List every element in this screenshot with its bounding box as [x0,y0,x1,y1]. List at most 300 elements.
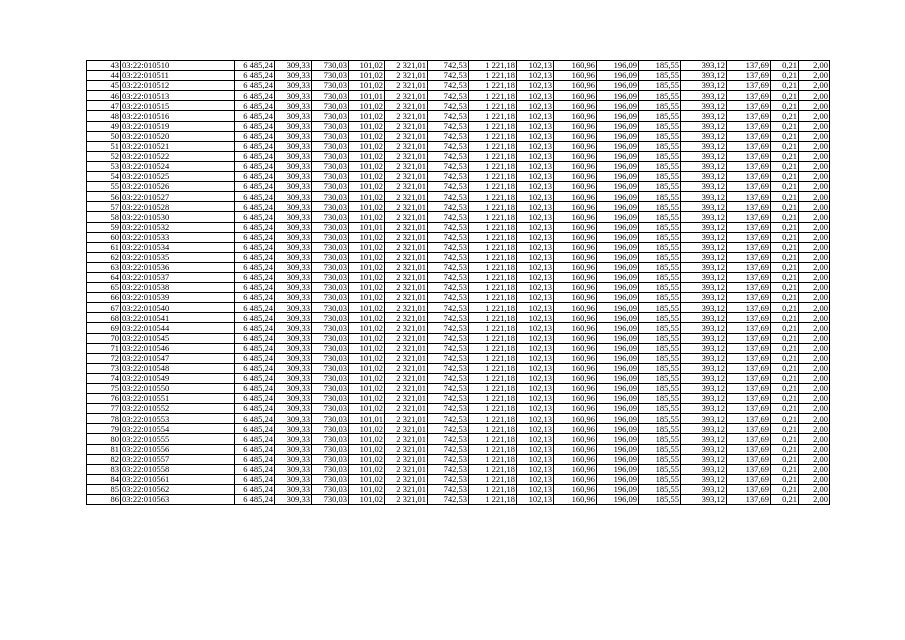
value-cell-11: 196,09 [597,434,639,444]
value-cell-5: 101,02 [349,192,385,202]
value-cell-13: 393,12 [681,61,727,71]
value-cell-10: 160,96 [554,464,597,474]
value-cell-16: 2,00 [799,293,830,303]
value-cell-6: 2 321,01 [385,424,428,434]
value-cell-12: 185,55 [639,172,681,182]
value-cell-9: 102,13 [517,131,554,141]
value-cell-15: 0,21 [771,161,799,171]
value-cell-5: 101,02 [349,424,385,434]
value-cell-9: 102,13 [517,424,554,434]
value-cell-8: 1 221,18 [469,353,517,363]
value-cell-13: 393,12 [681,111,727,121]
value-cell-4: 730,03 [312,262,349,272]
row-number-cell: 73 [87,363,121,373]
value-cell-12: 185,55 [639,474,681,484]
value-cell-15: 0,21 [771,61,799,71]
timestamp-cell: 03:22:010510 [121,61,235,71]
value-cell-3: 309,33 [275,151,312,161]
value-cell-4: 730,03 [312,61,349,71]
value-cell-14: 137,69 [727,333,771,343]
value-cell-11: 196,09 [597,424,639,434]
value-cell-9: 102,13 [517,242,554,252]
value-cell-5: 101,02 [349,434,385,444]
value-cell-7: 742,53 [428,313,469,323]
value-cell-10: 160,96 [554,353,597,363]
value-cell-5: 101,02 [349,293,385,303]
value-cell-12: 185,55 [639,303,681,313]
value-cell-10: 160,96 [554,384,597,394]
value-cell-3: 309,33 [275,394,312,404]
value-cell-5: 101,02 [349,252,385,262]
value-cell-14: 137,69 [727,232,771,242]
value-cell-9: 102,13 [517,262,554,272]
value-cell-7: 742,53 [428,272,469,282]
timestamp-cell: 03:22:010521 [121,141,235,151]
value-cell-14: 137,69 [727,313,771,323]
value-cell-13: 393,12 [681,172,727,182]
value-cell-3: 309,33 [275,101,312,111]
table-row [87,81,830,91]
row-number-cell: 43 [87,61,121,71]
value-cell-11: 196,09 [597,303,639,313]
value-cell-13: 393,12 [681,71,727,81]
value-cell-10: 160,96 [554,141,597,151]
value-cell-2: 6 485,24 [235,242,275,252]
row-number-cell: 66 [87,293,121,303]
row-number-cell: 53 [87,161,121,171]
value-cell-14: 137,69 [727,182,771,192]
value-cell-3: 309,33 [275,484,312,494]
table-row [87,474,830,484]
value-cell-11: 196,09 [597,91,639,101]
value-cell-11: 196,09 [597,61,639,71]
value-cell-13: 393,12 [681,495,727,505]
value-cell-2: 6 485,24 [235,101,275,111]
value-cell-5: 101,02 [349,161,385,171]
table-row [87,434,830,444]
value-cell-5: 101,02 [349,384,385,394]
value-cell-3: 309,33 [275,333,312,343]
value-cell-9: 102,13 [517,293,554,303]
value-cell-6: 2 321,01 [385,61,428,71]
table-row [87,293,830,303]
value-cell-7: 742,53 [428,212,469,222]
value-cell-15: 0,21 [771,474,799,484]
value-cell-5: 101,02 [349,182,385,192]
value-cell-12: 185,55 [639,353,681,363]
value-cell-16: 2,00 [799,424,830,434]
value-cell-13: 393,12 [681,202,727,212]
value-cell-11: 196,09 [597,454,639,464]
value-cell-16: 2,00 [799,444,830,454]
value-cell-2: 6 485,24 [235,303,275,313]
value-cell-12: 185,55 [639,404,681,414]
value-cell-15: 0,21 [771,222,799,232]
value-cell-4: 730,03 [312,242,349,252]
value-cell-4: 730,03 [312,313,349,323]
value-cell-12: 185,55 [639,414,681,424]
value-cell-6: 2 321,01 [385,384,428,394]
value-cell-11: 196,09 [597,343,639,353]
value-cell-2: 6 485,24 [235,313,275,323]
value-cell-12: 185,55 [639,202,681,212]
value-cell-10: 160,96 [554,323,597,333]
value-cell-6: 2 321,01 [385,484,428,494]
value-cell-12: 185,55 [639,343,681,353]
value-cell-4: 730,03 [312,333,349,343]
value-cell-13: 393,12 [681,484,727,494]
value-cell-15: 0,21 [771,172,799,182]
value-cell-7: 742,53 [428,81,469,91]
timestamp-cell: 03:22:010513 [121,91,235,101]
value-cell-7: 742,53 [428,242,469,252]
value-cell-10: 160,96 [554,212,597,222]
value-cell-8: 1 221,18 [469,222,517,232]
table-row [87,464,830,474]
value-cell-9: 102,13 [517,212,554,222]
value-cell-8: 1 221,18 [469,474,517,484]
value-cell-6: 2 321,01 [385,454,428,464]
value-cell-14: 137,69 [727,414,771,424]
timestamp-cell: 03:22:010511 [121,71,235,81]
timestamp-cell: 03:22:010530 [121,212,235,222]
value-cell-9: 102,13 [517,333,554,343]
value-cell-2: 6 485,24 [235,424,275,434]
timestamp-cell: 03:22:010533 [121,232,235,242]
value-cell-9: 102,13 [517,283,554,293]
row-number-cell: 61 [87,242,121,252]
value-cell-5: 101,02 [349,61,385,71]
value-cell-14: 137,69 [727,474,771,484]
value-cell-14: 137,69 [727,373,771,383]
value-cell-4: 730,03 [312,353,349,363]
value-cell-16: 2,00 [799,232,830,242]
value-cell-4: 730,03 [312,424,349,434]
value-cell-16: 2,00 [799,394,830,404]
table-row [87,283,830,293]
row-number-cell: 65 [87,283,121,293]
value-cell-6: 2 321,01 [385,141,428,151]
value-cell-6: 2 321,01 [385,131,428,141]
row-number-cell: 45 [87,81,121,91]
value-cell-10: 160,96 [554,61,597,71]
value-cell-15: 0,21 [771,252,799,262]
value-cell-7: 742,53 [428,222,469,232]
value-cell-3: 309,33 [275,424,312,434]
value-cell-3: 309,33 [275,192,312,202]
value-cell-3: 309,33 [275,313,312,323]
value-cell-15: 0,21 [771,353,799,363]
table-row [87,151,830,161]
data-table [86,60,830,505]
value-cell-10: 160,96 [554,182,597,192]
value-cell-5: 101,02 [349,172,385,182]
value-cell-8: 1 221,18 [469,182,517,192]
value-cell-6: 2 321,01 [385,232,428,242]
value-cell-5: 101,02 [349,131,385,141]
value-cell-9: 102,13 [517,101,554,111]
value-cell-2: 6 485,24 [235,252,275,262]
value-cell-9: 102,13 [517,394,554,404]
value-cell-14: 137,69 [727,161,771,171]
value-cell-2: 6 485,24 [235,192,275,202]
value-cell-7: 742,53 [428,101,469,111]
value-cell-5: 101,01 [349,222,385,232]
value-cell-16: 2,00 [799,454,830,464]
value-cell-16: 2,00 [799,414,830,424]
value-cell-13: 393,12 [681,232,727,242]
value-cell-14: 137,69 [727,111,771,121]
value-cell-8: 1 221,18 [469,394,517,404]
value-cell-14: 137,69 [727,172,771,182]
timestamp-cell: 03:22:010522 [121,151,235,161]
timestamp-cell: 03:22:010520 [121,131,235,141]
value-cell-8: 1 221,18 [469,293,517,303]
value-cell-14: 137,69 [727,242,771,252]
value-cell-4: 730,03 [312,151,349,161]
value-cell-2: 6 485,24 [235,161,275,171]
value-cell-2: 6 485,24 [235,373,275,383]
timestamp-cell: 03:22:010527 [121,192,235,202]
value-cell-14: 137,69 [727,484,771,494]
value-cell-15: 0,21 [771,272,799,282]
value-cell-2: 6 485,24 [235,111,275,121]
value-cell-8: 1 221,18 [469,161,517,171]
table-row [87,71,830,81]
value-cell-11: 196,09 [597,111,639,121]
timestamp-cell: 03:22:010563 [121,495,235,505]
row-number-cell: 76 [87,394,121,404]
value-cell-15: 0,21 [771,373,799,383]
value-cell-16: 2,00 [799,474,830,484]
table-row [87,363,830,373]
value-cell-9: 102,13 [517,161,554,171]
timestamp-cell: 03:22:010519 [121,121,235,131]
value-cell-13: 393,12 [681,293,727,303]
timestamp-cell: 03:22:010534 [121,242,235,252]
timestamp-cell: 03:22:010540 [121,303,235,313]
value-cell-10: 160,96 [554,474,597,484]
value-cell-6: 2 321,01 [385,414,428,424]
value-cell-9: 102,13 [517,414,554,424]
value-cell-7: 742,53 [428,323,469,333]
value-cell-12: 185,55 [639,182,681,192]
value-cell-4: 730,03 [312,343,349,353]
value-cell-4: 730,03 [312,172,349,182]
value-cell-15: 0,21 [771,232,799,242]
value-cell-15: 0,21 [771,333,799,343]
row-number-cell: 78 [87,414,121,424]
value-cell-16: 2,00 [799,323,830,333]
value-cell-14: 137,69 [727,384,771,394]
table-row [87,192,830,202]
value-cell-5: 101,02 [349,353,385,363]
table-row [87,111,830,121]
value-cell-9: 102,13 [517,373,554,383]
value-cell-13: 393,12 [681,212,727,222]
value-cell-3: 309,33 [275,91,312,101]
table-row [87,404,830,414]
value-cell-12: 185,55 [639,161,681,171]
value-cell-2: 6 485,24 [235,202,275,212]
table-row [87,394,830,404]
value-cell-9: 102,13 [517,323,554,333]
timestamp-cell: 03:22:010546 [121,343,235,353]
value-cell-14: 137,69 [727,343,771,353]
value-cell-8: 1 221,18 [469,333,517,343]
value-cell-16: 2,00 [799,222,830,232]
value-cell-5: 101,02 [349,71,385,81]
value-cell-8: 1 221,18 [469,131,517,141]
value-cell-8: 1 221,18 [469,252,517,262]
value-cell-12: 185,55 [639,101,681,111]
value-cell-9: 102,13 [517,474,554,484]
value-cell-7: 742,53 [428,474,469,484]
value-cell-3: 309,33 [275,363,312,373]
value-cell-2: 6 485,24 [235,172,275,182]
value-cell-16: 2,00 [799,283,830,293]
value-cell-5: 101,02 [349,474,385,484]
value-cell-5: 101,02 [349,262,385,272]
value-cell-15: 0,21 [771,283,799,293]
value-cell-12: 185,55 [639,61,681,71]
timestamp-cell: 03:22:010512 [121,81,235,91]
value-cell-13: 393,12 [681,222,727,232]
timestamp-cell: 03:22:010558 [121,464,235,474]
value-cell-13: 393,12 [681,81,727,91]
value-cell-10: 160,96 [554,414,597,424]
value-cell-4: 730,03 [312,182,349,192]
value-cell-13: 393,12 [681,252,727,262]
table-row [87,262,830,272]
value-cell-12: 185,55 [639,141,681,151]
value-cell-4: 730,03 [312,323,349,333]
value-cell-3: 309,33 [275,111,312,121]
row-number-cell: 86 [87,495,121,505]
value-cell-3: 309,33 [275,404,312,414]
value-cell-15: 0,21 [771,363,799,373]
value-cell-15: 0,21 [771,101,799,111]
value-cell-14: 137,69 [727,81,771,91]
value-cell-4: 730,03 [312,91,349,101]
timestamp-cell: 03:22:010554 [121,424,235,434]
value-cell-8: 1 221,18 [469,454,517,464]
row-number-cell: 84 [87,474,121,484]
value-cell-10: 160,96 [554,101,597,111]
value-cell-14: 137,69 [727,91,771,101]
value-cell-11: 196,09 [597,444,639,454]
value-cell-4: 730,03 [312,484,349,494]
value-cell-5: 101,02 [349,343,385,353]
value-cell-16: 2,00 [799,161,830,171]
value-cell-4: 730,03 [312,384,349,394]
value-cell-2: 6 485,24 [235,454,275,464]
value-cell-3: 309,33 [275,495,312,505]
value-cell-15: 0,21 [771,343,799,353]
value-cell-14: 137,69 [727,141,771,151]
value-cell-6: 2 321,01 [385,343,428,353]
value-cell-4: 730,03 [312,464,349,474]
value-cell-15: 0,21 [771,182,799,192]
value-cell-5: 101,02 [349,495,385,505]
value-cell-12: 185,55 [639,222,681,232]
value-cell-4: 730,03 [312,363,349,373]
value-cell-4: 730,03 [312,111,349,121]
table-row [87,343,830,353]
value-cell-11: 196,09 [597,323,639,333]
row-number-cell: 79 [87,424,121,434]
value-cell-4: 730,03 [312,192,349,202]
table-row [87,333,830,343]
value-cell-9: 102,13 [517,71,554,81]
value-cell-7: 742,53 [428,121,469,131]
value-cell-9: 102,13 [517,121,554,131]
value-cell-5: 101,02 [349,454,385,464]
table-row [87,424,830,434]
row-number-cell: 50 [87,131,121,141]
value-cell-5: 101,01 [349,414,385,424]
value-cell-8: 1 221,18 [469,424,517,434]
table-row [87,141,830,151]
value-cell-3: 309,33 [275,373,312,383]
row-number-cell: 69 [87,323,121,333]
value-cell-10: 160,96 [554,313,597,323]
timestamp-cell: 03:22:010551 [121,394,235,404]
row-number-cell: 52 [87,151,121,161]
table-row [87,121,830,131]
value-cell-14: 137,69 [727,363,771,373]
row-number-cell: 81 [87,444,121,454]
value-cell-12: 185,55 [639,111,681,121]
value-cell-14: 137,69 [727,272,771,282]
value-cell-13: 393,12 [681,262,727,272]
value-cell-14: 137,69 [727,464,771,474]
value-cell-10: 160,96 [554,363,597,373]
value-cell-16: 2,00 [799,71,830,81]
value-cell-8: 1 221,18 [469,384,517,394]
value-cell-5: 101,02 [349,363,385,373]
value-cell-9: 102,13 [517,222,554,232]
value-cell-6: 2 321,01 [385,394,428,404]
value-cell-13: 393,12 [681,151,727,161]
value-cell-14: 137,69 [727,424,771,434]
value-cell-2: 6 485,24 [235,394,275,404]
timestamp-cell: 03:22:010537 [121,272,235,282]
value-cell-14: 137,69 [727,222,771,232]
value-cell-7: 742,53 [428,363,469,373]
value-cell-8: 1 221,18 [469,192,517,202]
value-cell-11: 196,09 [597,474,639,484]
table-body [87,61,830,505]
value-cell-15: 0,21 [771,141,799,151]
timestamp-cell: 03:22:010548 [121,363,235,373]
value-cell-5: 101,02 [349,81,385,91]
value-cell-13: 393,12 [681,313,727,323]
table-row [87,172,830,182]
value-cell-9: 102,13 [517,141,554,151]
value-cell-2: 6 485,24 [235,232,275,242]
value-cell-3: 309,33 [275,283,312,293]
value-cell-13: 393,12 [681,192,727,202]
value-cell-3: 309,33 [275,121,312,131]
value-cell-15: 0,21 [771,151,799,161]
value-cell-3: 309,33 [275,242,312,252]
value-cell-3: 309,33 [275,454,312,464]
value-cell-9: 102,13 [517,202,554,212]
value-cell-13: 393,12 [681,424,727,434]
value-cell-7: 742,53 [428,384,469,394]
value-cell-10: 160,96 [554,91,597,101]
